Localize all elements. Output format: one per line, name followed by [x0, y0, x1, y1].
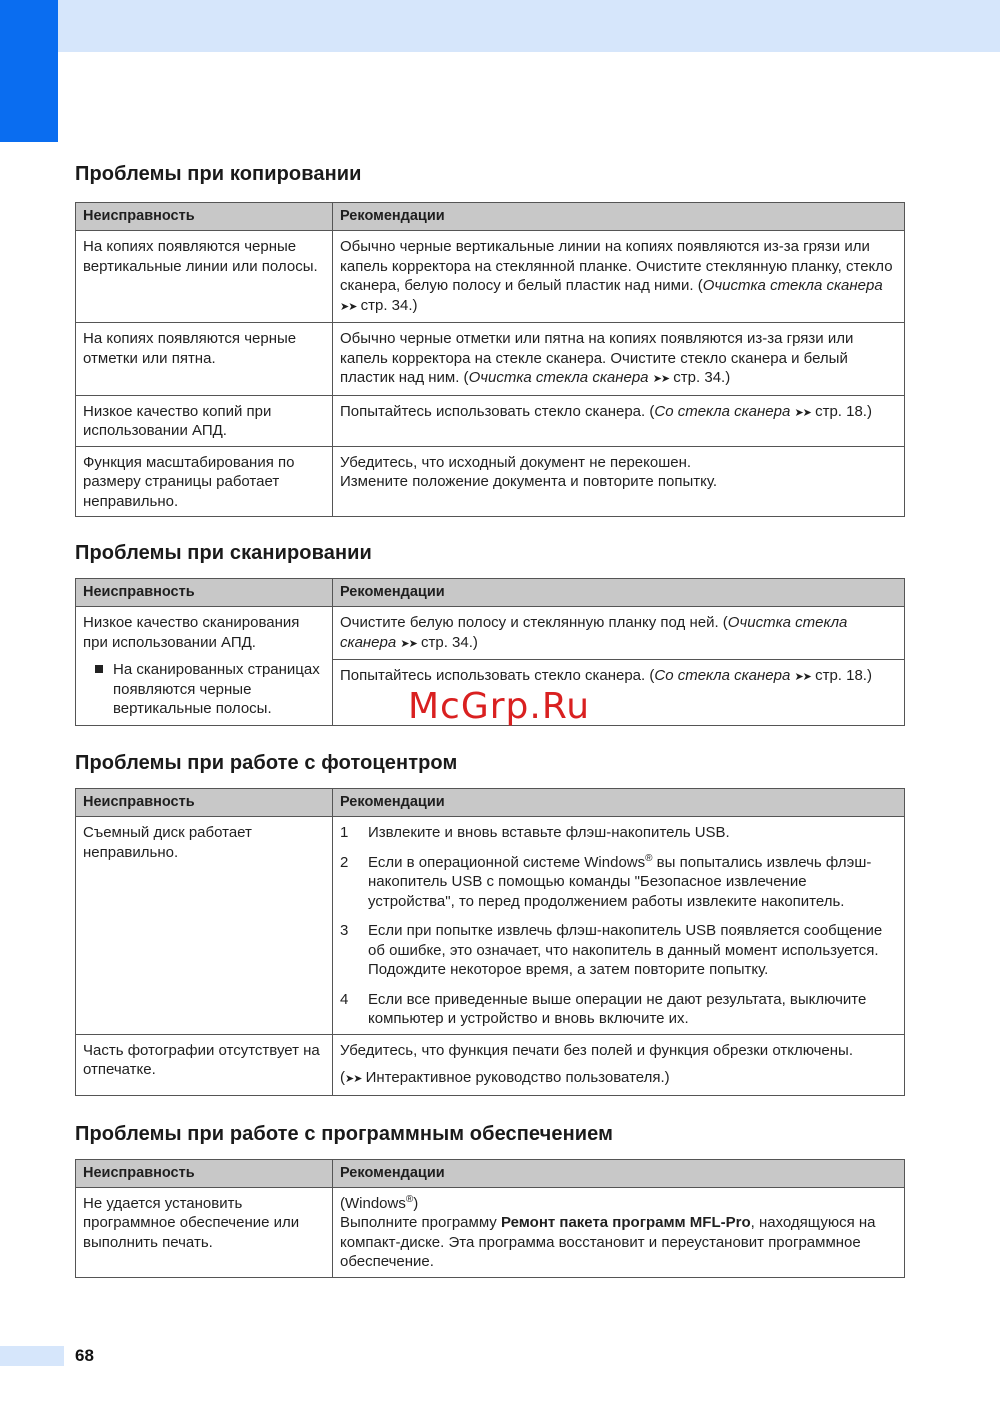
- recommendation-cell: Обычно черные вертикальные линии на копиях появляются из-за грязи или капель корректора на стеклянной планке. Очистите стеклянную планку, стекло сканера, белую полосу и белый пластик над ними. (Очистка стекла сканера ➤➤ стр. 34.): [333, 231, 905, 323]
- software-table: [75, 1159, 905, 1278]
- recommendation-cell: Убедитесь, что функция печати без полей и функция обрезки отключены. (➤➤ Интерактивное руководство пользователя.): [333, 1034, 905, 1095]
- table-row: [76, 817, 905, 1035]
- recommendation-cell: [333, 817, 905, 1035]
- table-row: [76, 395, 905, 446]
- photo-table: [75, 788, 905, 1096]
- arrow-icon: ➤➤: [340, 300, 357, 313]
- table-header-row: [76, 203, 905, 231]
- cross-reference: Со стекла сканера: [654, 402, 791, 420]
- header-problem: Неисправность: [76, 203, 333, 231]
- list-item: На сканированных страницах появляются черные вертикальные полосы.: [83, 660, 325, 719]
- recommendation-cell: Попытайтесь использовать стекло сканера. (Со стекла сканера ➤➤ стр. 18.): [333, 395, 905, 446]
- table-row: [76, 1034, 905, 1095]
- arrow-icon: ➤➤: [400, 637, 417, 650]
- section-title-software: Проблемы при работе с программным обеспечением: [75, 1122, 614, 1145]
- recommendation-cell: Обычно черные отметки или пятна на копиях появляются из-за грязи или капель корректора на стекле сканера. Очистите стекло сканера и белый пластик над ним. (Очистка стекла сканера ➤➤ стр. 34.): [333, 323, 905, 396]
- problem-cell: Функция масштабирования по размеру страницы работает неправильно.: [76, 446, 333, 517]
- table-row: [76, 231, 905, 323]
- bullet-square-icon: [95, 665, 103, 673]
- problem-cell: На копиях появляются черные отметки или пятна.: [76, 323, 333, 396]
- page-number: 68: [75, 1346, 94, 1365]
- arrow-icon: ➤➤: [794, 406, 811, 419]
- table-header-row: [76, 789, 905, 817]
- recommendation-cell: (Windows®) Выполните программу Ремонт пакета программ MFL-Pro, находящуюся на компакт-диске. Эта программа восстановит и переустановит программное обеспечение.: [333, 1187, 905, 1277]
- arrow-icon: ➤➤: [652, 373, 670, 385]
- recommendation-cell: Очистите белую полосу и стеклянную планку под ней. (Очистка стекла сканера ➤➤ стр. 34.): [333, 607, 905, 660]
- header-problem: Неисправность: [76, 789, 333, 817]
- section-title-photo: Проблемы при работе с фотоцентром: [75, 752, 458, 774]
- header-recommendations: Рекомендации: [333, 579, 905, 607]
- table-header-row: [76, 1159, 905, 1187]
- problem-cell: На копиях появляются черные вертикальные линии или полосы.: [76, 231, 333, 323]
- recommendation-cell: Убедитесь, что исходный документ не перекошен. Измените положение документа и повторите попытку.: [333, 446, 905, 517]
- section-title-copy: Проблемы при копировании: [75, 163, 362, 185]
- page-number-bar: [0, 1346, 64, 1366]
- cross-reference: Очистка стекла сканера: [702, 277, 883, 294]
- cross-reference: Очистка стекла сканера: [468, 369, 649, 386]
- problem-cell: Съемный диск работает неправильно.: [76, 817, 333, 1035]
- header-recommendations: Рекомендации: [333, 1159, 905, 1187]
- chapter-tab: [0, 0, 58, 142]
- list-item: 2 Если в операционной системе Windows® вы попытались извлечь флэш-накопитель USB с помощью команды "Безопасное извлечение устройства", то перед продолжением работы извлеките накопитель.: [340, 852, 872, 910]
- list-item: 1 Извлеките и вновь вставьте флэш-накопитель USB.: [340, 824, 730, 841]
- header-band: [0, 0, 1000, 52]
- table-row: [76, 607, 905, 660]
- watermark: McGrp.Ru: [408, 686, 591, 727]
- table-row: [76, 446, 905, 517]
- problem-cell: Не удается установить программное обеспечение или выполнить печать.: [76, 1187, 333, 1277]
- table-row: [76, 323, 905, 396]
- header-recommendations: Рекомендации: [333, 789, 905, 817]
- table-row: [76, 1187, 905, 1277]
- section-title-scan: Проблемы при сканировании: [75, 542, 372, 564]
- copy-table: [75, 202, 905, 517]
- arrow-icon: ➤➤: [794, 671, 811, 683]
- recommendation-cell: Попытайтесь использовать стекло сканера. (Со стекла сканера ➤➤ стр. 18.): [333, 660, 905, 726]
- program-name: Ремонт пакета программ MFL-Pro: [500, 1214, 751, 1231]
- header-problem: Неисправность: [76, 1159, 333, 1187]
- list-item: 3 Если при попытке извлечь флэш-накопитель USB появляется сообщение об ошибке, это означает, что накопитель в данный момент используется. Подождите некоторое время, а затем повторите попытку.: [340, 922, 883, 978]
- arrow-icon: ➤➤: [345, 1073, 362, 1085]
- header-problem: Неисправность: [76, 579, 333, 607]
- cross-reference: Очистка стекла сканера: [340, 614, 848, 651]
- problem-cell: Низкое качество сканирования при использовании АПД. На сканированных страницах появляются черные вертикальные полосы.: [76, 607, 333, 726]
- header-recommendations: Рекомендации: [333, 203, 905, 231]
- problem-cell: Часть фотографии отсутствует на отпечатке.: [76, 1034, 333, 1095]
- cross-reference: Со стекла сканера: [654, 667, 791, 684]
- list-item: 4 Если все приведенные выше операции не дают результата, выключите компьютер и устройство и вновь включите их.: [340, 990, 867, 1027]
- problem-cell: Низкое качество копий при использовании АПД.: [76, 395, 333, 446]
- table-header-row: [76, 579, 905, 607]
